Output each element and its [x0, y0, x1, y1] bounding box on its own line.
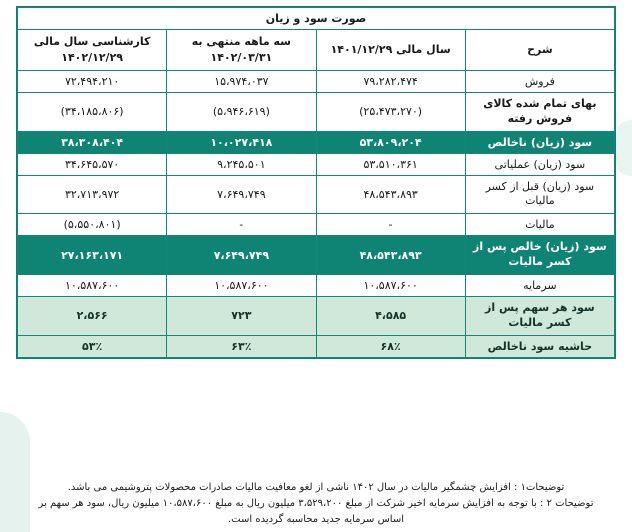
table-cell: ۳۸،۳۰۸،۴۰۴ — [18, 131, 167, 153]
table-cell: ۷۹،۲۸۲،۴۷۴ — [316, 70, 465, 92]
footnote-line: توضیحات۱ : افزایش چشمگیر مالیات در سال ۱۴۰۲ ناشی از لغو معافیت مالیات صادرات محصولات پتروشیمی می باشد. — [67, 482, 565, 493]
table-cell: ۲۷،۱۶۳،۱۷۱ — [18, 236, 167, 275]
row-label: مالیات — [465, 214, 614, 236]
row-label: سود (زیان) ناخالص — [465, 131, 614, 153]
table-cell: ۴۸،۵۴۳،۸۹۳ — [316, 236, 465, 275]
table-row — [18, 274, 615, 296]
column-header: سال مالی ۱۴۰۱/۱۲/۲۹ — [316, 30, 465, 71]
table-cell: - — [316, 214, 465, 236]
table-row — [18, 214, 615, 236]
footnote-line: توضیحات ۲ : با توجه به افزایش سرمایه اخیر شرکت از مبلغ ۳،۵۲۹،۲۰۰ میلیون ریال به مبلغ ۱۰،۵۸۷،۶۰۰ میلیون ریال، سود هر سهم بر — [38, 498, 594, 509]
footnote-line: اساس سرمایه جدید محاسبه گردیده است. — [228, 514, 404, 525]
table-cell: ۵۳،۸۰۹،۲۰۴ — [316, 131, 465, 153]
table-cell: ۴۸،۵۴۳،۸۹۳ — [316, 175, 465, 214]
table-cell: ۱۰،۰۲۷،۴۱۸ — [167, 131, 316, 153]
column-header: سه ماهه منتهی به ۱۴۰۲/۰۳/۳۱ — [167, 30, 316, 71]
table-title-row — [18, 8, 615, 30]
table-cell: ۱۰،۵۸۷،۶۰۰ — [18, 274, 167, 296]
table-row — [18, 131, 615, 153]
table-row — [18, 92, 615, 131]
row-label: سود (زیان) خالص پس از کسر مالیات — [465, 236, 614, 275]
table-cell: ۱۵،۹۷۴،۰۳۷ — [167, 70, 316, 92]
table-row — [18, 175, 615, 214]
table-cell: ۱۰،۵۸۷،۶۰۰ — [316, 274, 465, 296]
table-row — [18, 70, 615, 92]
footnotes — [16, 480, 616, 528]
table-cell: ۳۲،۷۱۳،۹۷۲ — [18, 175, 167, 214]
table-row — [18, 153, 615, 175]
profit-loss-table — [17, 7, 615, 358]
row-label: بهای تمام شده کالای فروش رفته — [465, 92, 614, 131]
table-cell: ۹،۲۴۵،۵۰۱ — [167, 153, 316, 175]
table-cell: - — [167, 214, 316, 236]
row-label: سود هر سهم پس از کسر مالیات — [465, 296, 614, 335]
table-cell: ۱۰،۵۸۷،۶۰۰ — [167, 274, 316, 296]
table-cell: (۵،۹۴۶،۶۱۹) — [167, 92, 316, 131]
row-label: حاشیه سود ناخالص — [465, 335, 614, 357]
table-cell: ۶۳٪ — [167, 335, 316, 357]
table-cell: ۵۳،۵۱۰،۳۶۱ — [316, 153, 465, 175]
table-cell: (۲۵،۴۷۳،۲۷۰) — [316, 92, 465, 131]
column-header: کارشناسی سال مالی ۱۴۰۲/۱۲/۲۹ — [18, 30, 167, 71]
row-label: سرمایه — [465, 274, 614, 296]
decorative-right-tab — [614, 120, 632, 176]
row-label: فروش — [465, 70, 614, 92]
table-cell: ۳۴،۶۴۵،۵۷۰ — [18, 153, 167, 175]
table-cell: ۶۸٪ — [316, 335, 465, 357]
table-header-row — [18, 30, 615, 71]
page-title: صورت سود و زیان — [18, 8, 615, 30]
table-row — [18, 236, 615, 275]
table-cell: ۷۲۳ — [167, 296, 316, 335]
table-row — [18, 335, 615, 357]
table-cell: ۴،۵۸۵ — [316, 296, 465, 335]
table-cell: ۷۲،۴۹۴،۲۱۰ — [18, 70, 167, 92]
table-cell: ۵۳٪ — [18, 335, 167, 357]
table-cell: ۷،۶۴۹،۷۴۹ — [167, 175, 316, 214]
profit-loss-statement — [16, 6, 616, 359]
table-cell: (۳۴،۱۸۵،۸۰۶) — [18, 92, 167, 131]
table-cell: ۲،۵۶۶ — [18, 296, 167, 335]
table-cell: ۷،۶۴۹،۷۴۹ — [167, 236, 316, 275]
row-label: سود (زیان) عملیاتی — [465, 153, 614, 175]
row-label: سود (زیان) قبل از کسر مالیات — [465, 175, 614, 214]
table-row — [18, 296, 615, 335]
column-header: شرح — [465, 30, 614, 71]
table-cell: (۵،۵۵۰،۸۰۱) — [18, 214, 167, 236]
